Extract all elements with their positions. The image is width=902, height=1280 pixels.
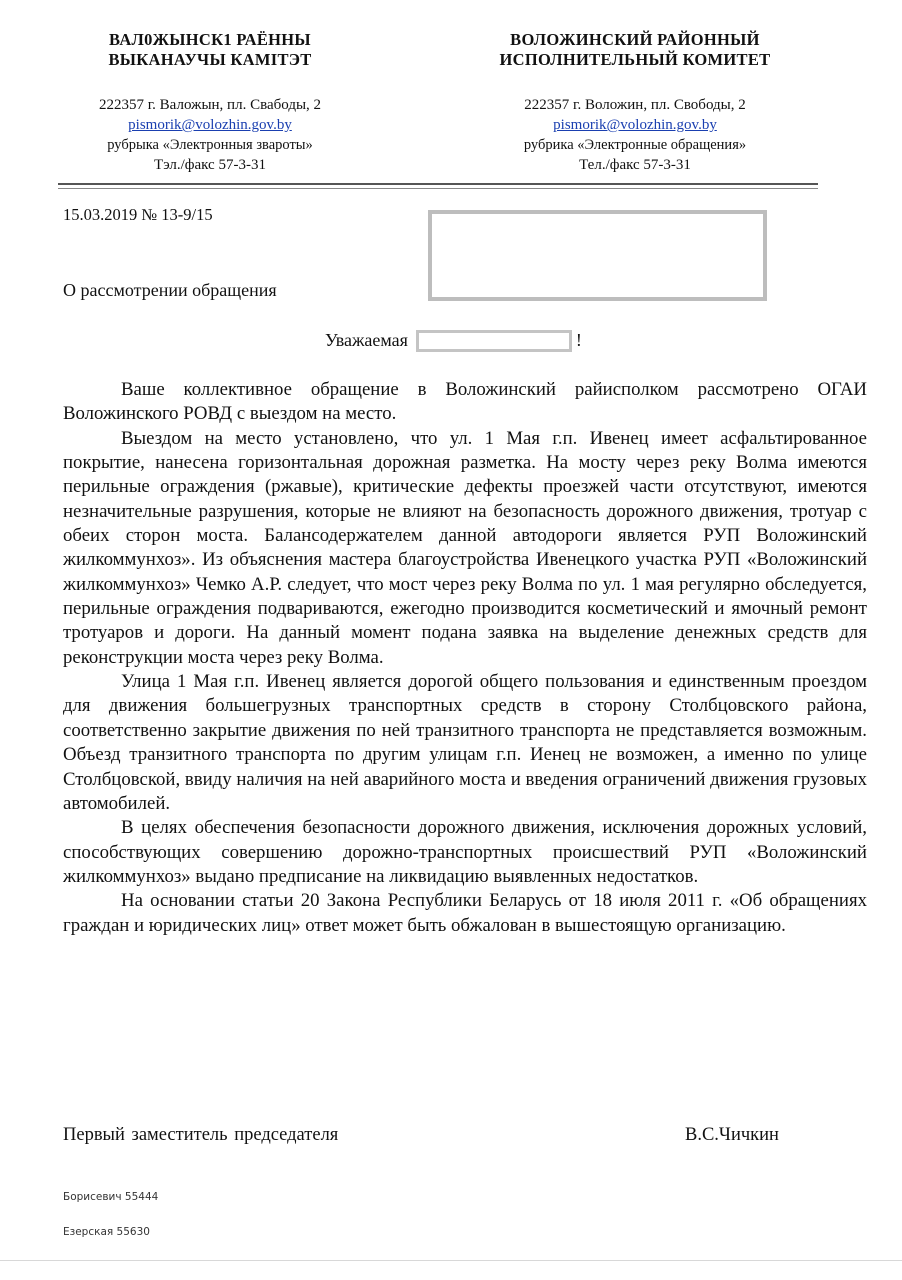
greeting-text: Уважаемая	[325, 330, 408, 351]
signer-title: Первый заместитель председателя	[63, 1125, 339, 1145]
redacted-recipient-block	[428, 210, 767, 301]
redacted-name	[416, 330, 572, 352]
address-ru: 222357 г. Воложин, пл. Свободы, 2	[524, 97, 746, 113]
header-right-russian	[470, 30, 800, 175]
letter-subject: О рассмотрении обращения	[63, 280, 277, 300]
header-left-belarusian	[60, 30, 360, 175]
page-bottom-border	[0, 1260, 902, 1261]
org-name-line1-be: ВАЛ0ЖЫНСК1 РАЁННЫ	[109, 30, 311, 49]
email-link-be[interactable]: pismorik@volozhin.gov.by	[128, 117, 292, 133]
phone-be: Тэл./факс 57-3-31	[154, 157, 266, 173]
phone-ru: Тел./факс 57-3-31	[579, 157, 691, 173]
org-name-line1-ru: ВОЛОЖИНСКИЙ РАЙОННЫЙ	[510, 30, 760, 49]
body-paragraph: Ваше коллективное обращение в Воложинский райисполком рассмотрено ОГАИ Воложинского РОВД с выездом на место.	[63, 379, 867, 425]
rubric-ru: рубрика «Электронные обращения»	[523, 137, 747, 153]
letter-body	[63, 378, 867, 938]
greeting-exclamation: !	[575, 330, 582, 351]
body-paragraph: Выездом на место установлено, что ул. 1 Мая г.п. Ивенец имеет асфальтированное покрытие, нанесена горизонтальная дорожная разметка. На мосту через реку Волма имеются перильные ограждения (ржавые), критические дефекты проезжей части отсутствуют, имеются незначительные разрушения, которые не влияют на безопасность дорожного движения, тротуар с обеих сторон моста. Балансодержателем данной автодороги является РУП Воложинский жилкоммунхоз». Из объяснения мастера благоустройства Ивенецкого участка РУП «Воложинский жилкоммунхоз» Чемко А.Р. следует, что мост через реку Волма по ул. 1 мая регулярно обследуется, перильные ограждения подвариваются, ежегодно производится косметический и ямочный ремонт тротуаров и дороги. На данный момент подана заявка на выделение денежных средств для реконструкции моста через реку Волма.	[63, 427, 867, 668]
email-link-ru[interactable]: pismorik@volozhin.gov.by	[553, 117, 717, 133]
date-and-number: 15.03.2019 № 13-9/15	[63, 205, 213, 224]
body-paragraph: На основании статьи 20 Закона Республики Беларусь от 18 июля 2011 г. «Об обращениях граждан и юридических лиц» ответ может быть обжалован в вышестоящую организацию.	[63, 890, 867, 936]
org-name-line2-ru: ИСПОЛНИТЕЛЬНЫЙ КОМИТЕТ	[499, 50, 771, 69]
rubric-be: рубрыка «Электронныя звароты»	[107, 137, 313, 153]
executor-2: Езерская 55630	[63, 1226, 150, 1238]
signer-name: В.С.Чичкин	[685, 1125, 779, 1145]
greeting	[325, 329, 582, 353]
body-paragraph: Улица 1 Мая г.п. Ивенец является дорогой общего пользования и единственным проездом для движения большегрузных транспортных средств в сторону Столбцовского района, соответственно закрытие движения по ней транзитного транспорта не представляется возможным. Объезд транзитного транспорта по другим улицам г.п. Иенец не возможен, а именно по улице Столбцовской, ввиду наличия на ней аварийного моста и введения ограничений движения грузовых автомобилей.	[63, 671, 867, 814]
body-paragraph: В целях обеспечения безопасности дорожного движения, исключения дорожных условий, способствующих совершению дорожно-транспортных происшествий РУП «Воложинский жилкоммунхоз» выдано предписание на ликвидацию выявленных недостатков.	[63, 817, 867, 887]
header-divider-thin	[58, 188, 818, 189]
header-divider-thick	[58, 183, 818, 185]
executor-1: Борисевич 55444	[63, 1191, 159, 1203]
org-name-line2-be: ВЫКАНАУЧЫ КАМІТЭТ	[108, 50, 312, 69]
address-be: 222357 г. Валожын, пл. Свабоды, 2	[98, 97, 322, 113]
